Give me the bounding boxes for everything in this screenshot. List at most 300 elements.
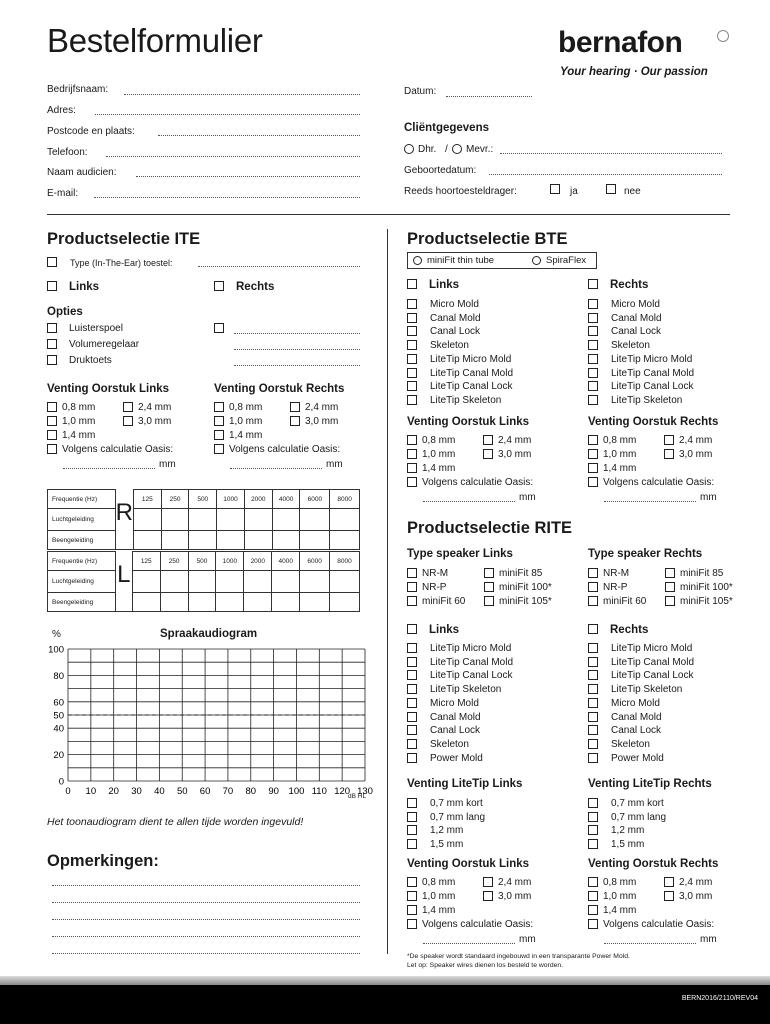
been-cell[interactable] — [330, 593, 360, 612]
ite-type-line[interactable] — [198, 266, 360, 267]
lucht-cell[interactable] — [272, 571, 300, 593]
been-cell[interactable] — [244, 531, 272, 550]
rite-l-item-label: Micro Mold — [430, 697, 479, 709]
ite-vent-r-e-checkbox[interactable] — [214, 430, 224, 440]
dhr-label: Dhr. — [418, 144, 437, 155]
rite-l-item-label: LiteTip Skeleton — [430, 684, 502, 696]
freq-header: 4000 — [272, 490, 300, 509]
bte-l-item-checkbox[interactable] — [407, 395, 417, 405]
been-cell[interactable] — [217, 531, 245, 550]
rite-lt-r-item-label: 1,2 mm — [611, 825, 645, 837]
rite-r-item-checkbox[interactable] — [588, 698, 598, 708]
column-divider — [387, 229, 388, 954]
lucht-label: Luchtgeleiding — [48, 571, 116, 593]
spk-l-label: NR-M — [422, 568, 449, 579]
lucht-cell[interactable] — [300, 571, 330, 593]
been-cell[interactable] — [188, 593, 216, 612]
bte-l-item-checkbox[interactable] — [407, 368, 417, 378]
rite-r-item-label: Canal Mold — [611, 711, 662, 723]
field-label-telefoon: Telefoon: — [47, 147, 88, 158]
opmerkingen-heading: Opmerkingen: — [47, 852, 159, 870]
rite-vent-l-calc-line[interactable] — [423, 943, 515, 944]
been-label: Beengeleiding — [48, 593, 116, 612]
rite-l-item-checkbox[interactable] — [407, 753, 417, 763]
ite-venting-links — [47, 402, 197, 472]
rite-rechts-checkbox[interactable] — [588, 624, 598, 634]
rite-lt-l-item-checkbox[interactable] — [407, 839, 417, 849]
spk-r-checkbox[interactable] — [665, 596, 675, 606]
spk-l-checkbox[interactable] — [407, 582, 417, 592]
ite-option-line-2[interactable] — [234, 349, 360, 350]
rite-vent-l-e-checkbox[interactable] — [407, 905, 417, 915]
rite-l-item-checkbox[interactable] — [407, 739, 417, 749]
ite-vent-l-d-checkbox[interactable] — [123, 416, 133, 426]
freq-header: 8000 — [330, 490, 360, 509]
rite-r-item-label: LiteTip Canal Mold — [611, 656, 695, 668]
bte-venting-rechts-heading: Venting Oorstuk Rechts — [588, 416, 719, 428]
rite-lt-links-heading: Venting LiteTip Links — [407, 778, 523, 790]
been-cell[interactable] — [161, 531, 189, 550]
bte-l-item-checkbox[interactable] — [407, 340, 417, 350]
ite-rechts-checkbox[interactable] — [214, 281, 224, 291]
lucht-cell[interactable] — [244, 571, 272, 593]
lucht-cell[interactable] — [244, 509, 272, 531]
freq-header: 8000 — [330, 552, 360, 571]
bte-vent-l-a-checkbox[interactable] — [407, 435, 417, 445]
brand-logo: bernafon — [558, 26, 683, 59]
ite-vent-l-a-checkbox[interactable] — [47, 402, 57, 412]
rite-l-item-checkbox[interactable] — [407, 684, 417, 694]
rite-vent-l-b-label: 2,4 mm — [498, 877, 532, 888]
ja-checkbox[interactable] — [550, 184, 560, 194]
bte-l-item-label: LiteTip Canal Mold — [430, 367, 514, 379]
ite-type-label: Type (In-The-Ear) toestel: — [70, 258, 173, 268]
bte-r-item-checkbox[interactable] — [588, 368, 598, 378]
been-cell[interactable] — [160, 593, 188, 612]
lucht-cell[interactable] — [272, 509, 300, 531]
spraak-audiogram-chart[interactable] — [40, 640, 380, 805]
opmerkingen-line-1[interactable] — [52, 885, 360, 886]
rite-r-item-checkbox[interactable] — [588, 725, 598, 735]
rite-lt-l-item-label: 1,2 mm — [430, 825, 464, 837]
nee-checkbox[interactable] — [606, 184, 616, 194]
rite-vent-l-c-label: 1,0 mm — [422, 891, 456, 902]
x-tick-label: 40 — [154, 786, 165, 797]
bte-links-checkbox[interactable] — [407, 279, 417, 289]
ite-vent-l-calc-checkbox[interactable] — [47, 444, 57, 454]
ite-vent-r-c-label: 1,0 mm — [229, 416, 263, 427]
bte-vent-l-calc-checkbox[interactable] — [407, 477, 417, 487]
y-tick-label: 60 — [53, 697, 64, 709]
bte-r-item-label: Canal Mold — [611, 312, 662, 324]
audicien-line[interactable] — [136, 176, 360, 177]
bte-vent-r-calc-checkbox[interactable] — [588, 477, 598, 487]
bte-l-item-label: Canal Mold — [430, 312, 481, 324]
been-cell[interactable] — [216, 593, 244, 612]
x-tick-label: 60 — [199, 786, 211, 797]
spk-r-checkbox[interactable] — [588, 582, 598, 592]
ite-vent-l-b-checkbox[interactable] — [123, 402, 133, 412]
bte-vent-r-mm-label: mm — [700, 492, 717, 503]
x-tick-label: 10 — [85, 786, 97, 797]
spk-l-checkbox[interactable] — [484, 596, 494, 606]
rite-lt-r-item-checkbox[interactable] — [588, 798, 598, 808]
rite-vent-l-c-checkbox[interactable] — [407, 891, 417, 901]
rite-vent-r-mm-label: mm — [700, 934, 717, 945]
druktoets-checkbox[interactable] — [47, 355, 57, 365]
bte-l-item-checkbox[interactable] — [407, 381, 417, 391]
spk-r-checkbox[interactable] — [588, 596, 598, 606]
rite-vent-l-b-checkbox[interactable] — [483, 877, 493, 887]
rite-l-item-label: Power Mold — [430, 752, 483, 764]
rite-r-item-label: LiteTip Skeleton — [611, 684, 683, 696]
client-heading: Cliëntgegevens — [404, 122, 489, 134]
ite-vent-r-mm-label: mm — [326, 459, 343, 470]
bte-vent-r-d-checkbox[interactable] — [664, 449, 674, 459]
bte-vent-l-c-checkbox[interactable] — [407, 449, 417, 459]
bedrijfsnaam-line[interactable] — [124, 94, 360, 95]
bte-vent-r-c-checkbox[interactable] — [588, 449, 598, 459]
rite-lt-r-item-label: 0,7 mm lang — [611, 811, 667, 823]
ite-vent-r-a-checkbox[interactable] — [214, 402, 224, 412]
bte-l-item-checkbox[interactable] — [407, 299, 417, 309]
logo-mark-icon — [717, 30, 729, 42]
been-cell[interactable] — [330, 531, 360, 550]
bte-vent-l-calc-line[interactable] — [423, 501, 515, 502]
rite-vent-r-e-checkbox[interactable] — [588, 905, 598, 915]
rite-vent-l-d-label: 3,0 mm — [498, 891, 532, 902]
spraak-percent-label: % — [52, 629, 61, 640]
bte-vent-l-a-label: 0,8 mm — [422, 435, 456, 446]
ite-rechts-option-checkbox[interactable] — [214, 323, 224, 333]
ear-letter-text: R — [115, 498, 133, 526]
bte-vent-r-calc-label: Volgens calculatie Oasis: — [603, 477, 715, 488]
rite-l-item-checkbox[interactable] — [407, 698, 417, 708]
lucht-cell[interactable] — [330, 509, 360, 531]
ite-vent-l-d-label: 3,0 mm — [138, 416, 172, 427]
postcode-line[interactable] — [158, 135, 360, 136]
rite-vent-r-c-checkbox[interactable] — [588, 891, 598, 901]
ite-vent-r-d-checkbox[interactable] — [290, 416, 300, 426]
bte-vent-r-calc-line[interactable] — [604, 501, 696, 502]
ite-vent-r-calc-line[interactable] — [230, 468, 322, 469]
rite-note-2: Let op: Speaker wires dienen los besteld te worden. — [407, 962, 564, 969]
rite-venting-rechts-heading: Venting Oorstuk Rechts — [588, 858, 719, 870]
spk-l-checkbox[interactable] — [484, 582, 494, 592]
rite-lt-l-item-label: 1,5 mm — [430, 839, 464, 851]
rite-vent-l-e-label: 1,4 mm — [422, 905, 456, 916]
rite-lt-l-item-checkbox[interactable] — [407, 825, 417, 835]
y-tick-label: 100 — [48, 644, 64, 656]
bte-venting-rechts — [588, 435, 738, 505]
ite-venting-rechts — [214, 402, 364, 472]
bte-r-item-checkbox[interactable] — [588, 354, 598, 364]
ite-vent-r-b-checkbox[interactable] — [290, 402, 300, 412]
footer-bar — [0, 985, 770, 1024]
datum-line[interactable] — [446, 96, 532, 97]
lucht-cell[interactable] — [217, 509, 245, 531]
field-label-datum: Datum: — [404, 86, 437, 97]
rite-l-item-label: Canal Lock — [430, 725, 481, 737]
minifit-tube-radio[interactable] — [413, 256, 422, 265]
rite-r-item-checkbox[interactable] — [588, 684, 598, 694]
naam-line[interactable] — [500, 153, 722, 154]
freq-header: 125 — [132, 552, 160, 571]
rite-r-item-checkbox[interactable] — [588, 670, 598, 680]
bte-l-item-checkbox[interactable] — [407, 313, 417, 323]
rite-lt-r-item-checkbox[interactable] — [588, 839, 598, 849]
been-cell[interactable] — [133, 531, 161, 550]
rite-l-item-checkbox[interactable] — [407, 657, 417, 667]
page-title: Bestelformulier — [47, 22, 263, 59]
spk-r-checkbox[interactable] — [588, 568, 598, 578]
ite-vent-l-b-label: 2,4 mm — [138, 402, 172, 413]
bte-vent-r-e-checkbox[interactable] — [588, 463, 598, 473]
y-tick-label: 20 — [53, 750, 64, 762]
been-cell[interactable] — [189, 531, 217, 550]
spiraflex-radio[interactable] — [532, 256, 541, 265]
bte-l-item-label: LiteTip Canal Lock — [430, 381, 513, 393]
spk-l-label: miniFit 60 — [422, 596, 466, 607]
rite-l-item-checkbox[interactable] — [407, 643, 417, 653]
rite-vent-r-c-label: 1,0 mm — [603, 891, 637, 902]
ja-label: ja — [570, 186, 578, 197]
spk-r-label: miniFit 85 — [680, 568, 724, 579]
ite-type-checkbox[interactable] — [47, 257, 57, 267]
divider — [47, 214, 730, 215]
bte-l-item-label: Skeleton — [430, 340, 469, 352]
bte-rechts-checkbox[interactable] — [588, 279, 598, 289]
been-cell[interactable] — [244, 593, 272, 612]
lucht-cell[interactable] — [160, 571, 188, 593]
lucht-cell[interactable] — [188, 571, 216, 593]
been-cell[interactable] — [300, 531, 330, 550]
slash-label: / — [445, 144, 448, 155]
bte-l-item-label: Canal Lock — [430, 326, 481, 338]
freq-header: 2000 — [244, 490, 272, 509]
rite-vent-r-d-checkbox[interactable] — [664, 891, 674, 901]
lucht-cell[interactable] — [300, 509, 330, 531]
brand-tagline: Your hearing · Our passion — [560, 66, 708, 78]
ear-letter-text: L — [117, 560, 131, 588]
rite-vent-l-a-checkbox[interactable] — [407, 877, 417, 887]
rite-l-item-checkbox[interactable] — [407, 725, 417, 735]
bte-r-item-checkbox[interactable] — [588, 313, 598, 323]
spk-l-checkbox[interactable] — [407, 568, 417, 578]
bte-l-item-checkbox[interactable] — [407, 354, 417, 364]
lucht-cell[interactable] — [189, 509, 217, 531]
rite-r-item-checkbox[interactable] — [588, 712, 598, 722]
rite-l-item-label: Skeleton — [430, 738, 469, 750]
x-tick-label: 110 — [311, 786, 327, 797]
bte-r-item-checkbox[interactable] — [588, 395, 598, 405]
been-cell[interactable] — [272, 593, 300, 612]
nee-label: nee — [624, 186, 641, 197]
bte-r-item-label: Canal Lock — [611, 326, 662, 338]
opmerkingen-line-3[interactable] — [52, 919, 360, 920]
freq-header: 250 — [160, 552, 188, 571]
ite-option-line-3[interactable] — [234, 365, 360, 366]
rite-l-item-checkbox[interactable] — [407, 712, 417, 722]
bte-l-item-checkbox[interactable] — [407, 326, 417, 336]
x-tick-label: 20 — [108, 786, 119, 797]
spiraflex-label: SpiraFlex — [546, 255, 587, 266]
ite-venting-rechts-heading: Venting Oorstuk Rechts — [214, 383, 345, 395]
spk-l-label: miniFit 85 — [499, 568, 543, 579]
bte-r-item-checkbox[interactable] — [588, 299, 598, 309]
bte-vent-l-mm-label: mm — [519, 492, 536, 503]
rite-links-checkbox[interactable] — [407, 624, 417, 634]
ite-vent-l-e-checkbox[interactable] — [47, 430, 57, 440]
rite-links-label: Links — [429, 624, 460, 636]
mevr-radio[interactable] — [452, 144, 462, 154]
email-line[interactable] — [94, 197, 360, 198]
ite-vent-l-c-checkbox[interactable] — [47, 416, 57, 426]
freq-header: 1000 — [216, 552, 244, 571]
rite-lt-r-item-checkbox[interactable] — [588, 825, 598, 835]
rite-vent-r-a-checkbox[interactable] — [588, 877, 598, 887]
ite-links-checkbox[interactable] — [47, 281, 57, 291]
y-tick-label: 50 — [53, 710, 64, 722]
rite-r-item-label: Micro Mold — [611, 697, 660, 709]
y-tick-label: 80 — [53, 670, 64, 682]
spk-r-label: miniFit 60 — [603, 596, 647, 607]
ite-option-line-1[interactable] — [234, 333, 360, 334]
spk-l-label: miniFit 105* — [499, 596, 552, 607]
bte-vent-l-d-checkbox[interactable] — [483, 449, 493, 459]
freq-header: 2000 — [244, 552, 272, 571]
bte-vent-l-b-checkbox[interactable] — [483, 435, 493, 445]
rite-lt-l-item-label: 0,7 mm lang — [430, 811, 486, 823]
rite-l-item-label: LiteTip Micro Mold — [430, 643, 512, 654]
lucht-cell[interactable] — [330, 571, 360, 593]
rite-lt-l-item-checkbox[interactable] — [407, 812, 417, 822]
rite-r-item-checkbox[interactable] — [588, 643, 598, 653]
been-cell[interactable] — [300, 593, 330, 612]
been-label: Beengeleiding — [48, 531, 116, 550]
adres-line[interactable] — [95, 114, 360, 115]
rite-l-item-checkbox[interactable] — [407, 670, 417, 680]
freq-label: Frequentie (Hz) — [48, 552, 116, 571]
rite-vent-r-calc-checkbox[interactable] — [588, 919, 598, 929]
rite-vent-l-calc-checkbox[interactable] — [407, 919, 417, 929]
ite-vent-r-calc-checkbox[interactable] — [214, 444, 224, 454]
spraak-note: Het toonaudiogram dient te allen tijde worden ingevuld! — [47, 816, 304, 828]
bte-r-item-label: Micro Mold — [611, 299, 660, 310]
spk-r-label: miniFit 105* — [680, 596, 733, 607]
spk-l-label: NR-P — [422, 582, 447, 593]
ite-opties-heading: Opties — [47, 306, 83, 318]
bte-venting-links — [407, 435, 557, 505]
opmerkingen-line-5[interactable] — [52, 953, 360, 954]
geboortedatum-label: Geboortedatum: — [404, 165, 477, 176]
bte-links-label: Links — [429, 279, 460, 291]
been-cell[interactable] — [132, 593, 160, 612]
rite-r-item-checkbox[interactable] — [588, 739, 598, 749]
rite-vent-r-e-label: 1,4 mm — [603, 905, 637, 916]
x-tick-label: 0 — [65, 786, 71, 797]
ite-vent-l-calc-line[interactable] — [63, 468, 155, 469]
x-tick-label: 80 — [245, 786, 257, 797]
rite-vent-r-b-label: 2,4 mm — [679, 877, 713, 888]
rite-vent-r-calc-line[interactable] — [604, 943, 696, 944]
bte-venting-links-heading: Venting Oorstuk Links — [407, 416, 530, 428]
bte-l-item-label: LiteTip Micro Mold — [430, 353, 512, 365]
rite-vent-r-a-label: 0,8 mm — [603, 877, 637, 888]
bte-r-item-label: LiteTip Skeleton — [611, 394, 683, 406]
freq-header: 1000 — [217, 490, 245, 509]
spk-r-checkbox[interactable] — [665, 568, 675, 578]
bte-r-item-checkbox[interactable] — [588, 340, 598, 350]
rite-venting-links — [407, 877, 557, 947]
rite-l-item-label: LiteTip Canal Mold — [430, 656, 514, 668]
rite-r-item-label: LiteTip Micro Mold — [611, 643, 693, 654]
bte-r-item-checkbox[interactable] — [588, 381, 598, 391]
lucht-cell[interactable] — [133, 509, 161, 531]
opmerkingen-line-4[interactable] — [52, 936, 360, 937]
rite-vent-l-d-checkbox[interactable] — [483, 891, 493, 901]
freq-header: 6000 — [300, 552, 330, 571]
freq-header: 500 — [188, 552, 216, 571]
bte-vent-l-e-checkbox[interactable] — [407, 463, 417, 473]
rite-vent-l-a-label: 0,8 mm — [422, 877, 456, 888]
volumeregelaar-label: Volumeregelaar — [69, 339, 140, 350]
opmerkingen-line-2[interactable] — [52, 902, 360, 903]
bte-vent-r-b-checkbox[interactable] — [664, 435, 674, 445]
x-tick-label: 30 — [131, 786, 142, 797]
footer-code: BERN2016/2110/REV04 — [681, 995, 758, 1002]
rite-l-item-label: Canal Mold — [430, 711, 481, 723]
ite-rechts-label: Rechts — [236, 281, 275, 293]
bte-vent-r-a-checkbox[interactable] — [588, 435, 598, 445]
rite-lt-r-item-label: 1,5 mm — [611, 839, 645, 851]
rite-vent-r-b-checkbox[interactable] — [664, 877, 674, 887]
field-label-adres: Adres: — [47, 105, 76, 116]
ite-vent-l-a-label: 0,8 mm — [62, 402, 96, 413]
telefoon-line[interactable] — [106, 156, 360, 157]
bte-rechts-label: Rechts — [610, 279, 649, 291]
volumeregelaar-checkbox[interactable] — [47, 339, 57, 349]
rite-r-item-checkbox[interactable] — [588, 753, 598, 763]
geboortedatum-line[interactable] — [489, 174, 722, 175]
spk-r-checkbox[interactable] — [665, 582, 675, 592]
freq-header: 250 — [161, 490, 189, 509]
x-tick-label: 130 — [357, 786, 373, 797]
ear-letter-bottom — [115, 531, 133, 550]
dhr-radio[interactable] — [404, 144, 414, 154]
ite-vent-r-b-label: 2,4 mm — [305, 402, 339, 413]
rite-r-item-checkbox[interactable] — [588, 657, 598, 667]
spk-l-checkbox[interactable] — [484, 568, 494, 578]
rite-vent-r-d-label: 3,0 mm — [679, 891, 713, 902]
rite-lt-l-item-checkbox[interactable] — [407, 798, 417, 808]
audiogram-table — [47, 551, 360, 612]
luisterspoel-checkbox[interactable] — [47, 323, 57, 333]
lucht-cell[interactable] — [216, 571, 244, 593]
ite-vent-r-c-checkbox[interactable] — [214, 416, 224, 426]
ite-vent-r-a-label: 0,8 mm — [229, 402, 263, 413]
bte-vent-l-e-label: 1,4 mm — [422, 463, 456, 474]
been-cell[interactable] — [272, 531, 300, 550]
lucht-cell[interactable] — [132, 571, 160, 593]
lucht-cell[interactable] — [161, 509, 189, 531]
rite-rechts-label: Rechts — [610, 624, 649, 636]
bte-r-item-checkbox[interactable] — [588, 326, 598, 336]
field-label-postcode: Postcode en plaats: — [47, 126, 135, 137]
rite-lt-r-item-checkbox[interactable] — [588, 812, 598, 822]
spk-l-checkbox[interactable] — [407, 596, 417, 606]
bte-l-item-label: LiteTip Skeleton — [430, 394, 502, 406]
